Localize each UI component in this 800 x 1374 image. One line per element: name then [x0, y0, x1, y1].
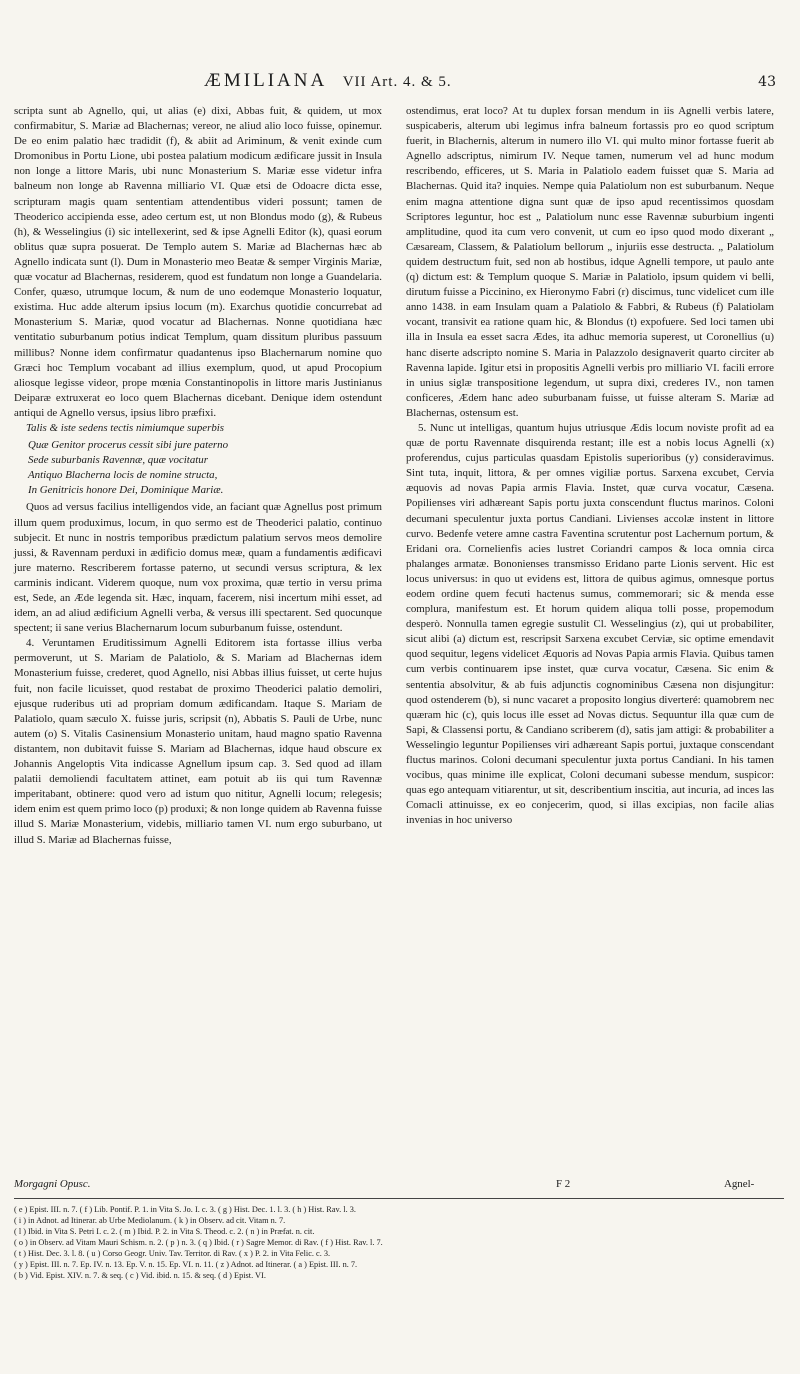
right-column [406, 104, 774, 829]
footnote-line: ( y ) Epist. III. n. 7. Ep. IV. n. 13. Ep. V. n. 15. Ep. VI. n. 11. ( z ) Adnot. ad Itinerar. ( a ) Epist. III. n. 7. [14, 1260, 358, 1269]
footnote-line: ( t ) Hist. Dec. 3. l. 8. ( u ) Corso Geogr. Univ. Tav. Territor. di Rav. ( x ) P. 2. in Vita Felic. c. 3. [14, 1249, 331, 1258]
running-title-main: ÆMILIANA [204, 70, 328, 91]
signature-mark: F 2 [556, 1178, 571, 1190]
footnote-line: ( e ) Epist. III. n. 7. ( f ) Lib. Pontif. P. 1. in Vita S. Jo. I. c. 3. ( g ) Hist. Dec. 1. l. 3. ( h ) Hist. Rav. l. 3. [14, 1205, 356, 1214]
running-header [14, 70, 784, 104]
footnote-line: ( l ) Ibid. in Vita S. Petri I. c. 2. ( m ) Ibid. P. 2. in Vita S. Theod. c. 2. ( n ) in Præfat. n. cit. [14, 1227, 315, 1236]
left-paragraph-2: Quos ad versus facilius intelligendos vide, an faciant quæ Agnellus post primum illum quem produximus, locum, in quo sermo est de Theoderici palatio, continuo subjecit. Et nunc in nostris temporibus prædictum palatium servos meos demolire jussi, & Ravennam perduxi in ædificio domus meæ, quam a fundamentis ædificavi jure materno. Rescriberem fortasse paterno, ut secundi versus scriptura, & lex carminis indicant. Viderem quoque, num vox proxima, quæ tertio in versu prima est, Sede, an Æde legenda sit. Hæc, inquam, facerem, nisi incertum mihi esset, ad idem, an ad aliud ædificium Agnelli verba, & versus illi spectarent. Sed quocunque spectent; ii sane verius Blachernarum locum suburbanum fuisse, ostendunt. [14, 501, 382, 635]
footnote-line: ( i ) in Adnot. ad Itinerar. ab Urbe Mediolanum. ( k ) in Observ. ad cit. Vitam n. 7. [14, 1216, 286, 1225]
footnotes [14, 1204, 784, 1281]
verse-intro: Talis & iste sedens tectis nimiumque superbis [26, 421, 225, 434]
verse-line: Sede suburbanis Ravennæ, quæ vocitatur [28, 454, 208, 467]
book-page [14, 8, 784, 1360]
left-paragraph-3: 4. Veruntamen Eruditissimum Agnelli Editorem ista fortasse illius verba permoverunt, ut S. Mariam de Palatiolo, & S. Mariam ad Blachernas idem Monasterium fuisse, crederet, quod Agnello, nisi Abbas illius fuisset, ut certe hujus fuit, non facile licuisset, quod restabat de proximo Theoderici palatio demoliri, ejusque ruderibus uti ad propriam domum ædificandam. Itaque S. Mariam de Palatiolo, quam sæculo X. fuisse juris, scripsit (n), Abbatis S. Pauli de Urbe, nunc autem (o) S. Vitalis Casinensium Monasterio unitam, haud magno spatio Ravenna distantem, non dubitavit fuisse S. Mariam ad Blachernas, idque haud obscure ex Johannis Angeloptis Vita indicasse Agnellum ipsum cap. 3. Sed quod ad illam palatii demoliendi facultatem attinet, eam potuit ab iis qui tum Ravennæ imperitabant, obtinere: quod vero ad istum quo nititur, Agnelli locum; relegesis; idem enim est quem primo loco (p) produxi; & non longe quidem ab Ravenna fuisse illud S. Mariæ Monasterium, videbis, milliario tamen VI. num ergo suburbano, ut illud S. Mariæ ad Blachernas fuisse, [14, 637, 382, 846]
running-title-section: VII Art. 4. & 5. [342, 74, 452, 90]
right-paragraph-1: ostendimus, erat loco? At tu duplex forsan mendum in iis Agnelli verbis latere, suspicaberis, alterum ubi legimus infra balneum fortassis pro eo quod scriptum fuerit, in Blachernis, alterum in numero illo VI. qui multo minor fortasse fuerit ab Agnello adscriptus, nimirum IV. Neque tamen, numerum vel ad hunc modum rescribendo, efficeres, ut S. Maria in Palatiolo eadem fuisset quæ S. Maria ad Blachernas. Quid ita? inquies. Nempe quia Palatiolum non est suburbanum. Neque enim magna attentione digna sunt quæ de ipso apud recentissimos quosdam Scriptores leguntur, hoc est „ Palatiolum nunc esse Ravennæ suburbium ingenti amplitudine, quod ita cum vero convenit, ut cum eo ipso quod modo dixerant „ Cæsaream, Classem, & Palatiolum bellorum „ injuriis esse destructa. „ Palatiolum quidem destructum fuit, sed non ab hostibus, idque Agnelli tempore, ut paulo ante (q) dictum est: & Templum quoque S. Mariæ in Palatiolo, ipsum quidem vi belli, dirutum fuisse a Piccinino, ex Hieronymo Fabri (r) discimus, tunc videlicet cum ille anno 1438. in eam Insulam quam a Palatiolo & Fabbri, & Rubeus (f) Palatiolam vocant, transivit ea ratione quam hic, & Blondus (t) expofuere. Sed loci tamen ubi illa in Insula ea esset sacra Ædes, ita adhuc memoria superest, ut Coronellius (u) hanc diserte adscripto nomine S. Maria in Palazzolo designaverit quarto circiter ab Ravenna lapide. Igitur etsi in propositis Agnelli verbis pro milliario VI. facili errore in unius siglæ transpositione legendum, ut supra dixi, crederes IV., non tamen conficeres, Ædem hanc adeo suburbanam fuisse, ut fuisse alteram S. Mariæ ad Blachernas, ostensum est. [406, 105, 774, 419]
footnote-line: ( o ) in Observ. ad Vitam Mauri Schism. n. 2. ( p ) n. 3. ( q ) Ibid. ( r ) Sagre Memor. di Rav. ( f ) Hist. Rav. l. 7. [14, 1238, 383, 1247]
footnote-rule [14, 1198, 784, 1199]
footnote-line: ( b ) Vid. Epist. XIV. n. 7. & seq. ( c ) Vid. ibid. n. 15. & seq. ( d ) Epist. VI. [14, 1271, 266, 1280]
running-title [204, 70, 452, 92]
verse-block [28, 438, 382, 498]
catchword-title: Morgagni Opusc. [14, 1178, 91, 1190]
verse-line: Antiquo Blacherna locis de nomine structa, [28, 469, 218, 482]
verse-line: In Genitricis honore Dei, Dominique Mariæ. [28, 484, 224, 497]
left-paragraph-1: scripta sunt ab Agnello, qui, ut alias (e) dixi, Abbas fuit, & quidem, ut mox confirmabitur, S. Mariæ ad Blachernas; vereor, ne aliud alio loco fuisse, opinemur. De eo enim palatio hæc tradidit (f), & abiit ad Ariminum, & venit exinde cum Dromonibus in Portu Lione, ubi postea palatium modicum ædificare jussit in Insula non longe a littore Maris, ubi nunc Monasterium S. Mariæ esse videtur infra balneum non longe ab Ravenna milliario VI. Quæ etsi de Odoacre dicta esse, scripturam magis quam sententiam attendentibus videri possunt; tamen de Theoderico accipienda esse, adeo certum est, ut non Blondus modo (g), & Rubeus (h), & Wesselingius (i) sic intellexerint, sed & ipse Agnelli Editor (k), quasi eorum oblitus quæ supra posuerat. De Templo autem S. Mariæ ad Blachernas hæc ab Agnello indicata sunt (l). Dum in Monasterio meo Beatæ & semper Virginis Mariæ, quæ vocatur ad Blachernas, residerem, quod est fundatum non longe a Guandelaria. Confer, quæso, utrumque locum, & num de uno eodemque Monasterio loquatur, existima. Huc adde alterum ipsius locum (m). Exarchus quotidie concurrebat ad Monasterium S. Mariæ, quod vocatur ad Blachernas. Nonne quotidiana hæc ventitatio suburbanum potius indicat Templum, quam dissitum pluribus passuum millibus? Nonne idem confirmatur quadantenus ipso Blachernarum nomine quo Græci hoc Templum vocabant ad illius exemplum, quod, ut apud Procopium aliosque legisse videor, prope mœnia Constantinopolis in littore maris Justinianus Deiparæ extruxerat eo loco quem Blachernas dicebant. Denique idem ostendunt antiqui de Agnello versus, ipsius libro præfixi. [14, 105, 382, 419]
verse-line: Quæ Genitor procerus cessit sibi jure paterno [28, 439, 229, 452]
left-column [14, 104, 382, 848]
right-paragraph-2: 5. Nunc ut intelligas, quantum hujus utriusque Ædis locum noviste profit ad ea quæ de portu Ravennate disquirenda restant; ille est a nobis locus Agnelli (x) proferendus, cujus particulas quasdam Epistolis superioribus (y) consideravimus. Sint tuta, inquit, littora, & per omnes vigiliæ portus. Sarxena excubet, Cervia æquovis ad novas Papia armis Flavia. Instet, quæ curva vocatur, Cæsena. Popilienses viri adhæreant Sapis portu juxta conscendunt fluctus marinos. Coloni decumani speculentur juxta portus Candiani. Livienses accolæ instent in littore curvo. Bedenfe vetere amne castra Faventina scrutentur post Lachernum portum, & Eridani ora. Cornelienfis acies lustret Coriandri campos & loca omnia circa phalanges armatæ. Bononienses transmisso Eridano parte Lionis servent. Hic est locus universus: in quo ut evidens est, littora de quibus agimus, omnesque portus eodem ordine quem fecuti hactenus sumus, commemorari; sic & menda esse complura, manifestum est. Et horum quidem aliqua tolli posse, propemodum desperò. Nonnulla tamen egregie sustulit Cl. Wesselingius (z), qui ut probabiliter, sicut alibi (a) dictum est, rescripsit Sarxena excubet Cerviæ, sic optime emendavit quod sequitur, legens videlicet Æquoris ad Novas Papia armis Flavia. Quibus tamen cum verbis continuarem ipse instet, quæ curva vocatur, Cæsena. Sic enim & sententia absolvitur, & ab fuis adjunctis cognominibus Cæsena non disjungitur: quod ostenderem (b), si nunc vacaret a proposito longius diverteré: quamobrem nec quæram hic (c), quis locus ille esset ad Novas dictus. Sequuntur illa quæ cum de Sapi, & Classensi portu, & Candiano scriberem (d), satis jam attigi: & probabiliter a Wesselingio leguntur Popilienses viri adhæreant Sapis portui, juxtaque conscendant fluctus marinos. Coloni decumani speculentur juxta portus Candiani. In his tamen vocibus, quas minime ille explicat, Coloni decumani subesse mendum, suspicor: quas ego antequam vitiarentur, ut sit, describentium inscitia, aut incuria, ad inces las Comacli attinuisse, ex eo conjecerim, quod, si illas excipias, non facile alias invenias in hoc universo [406, 421, 774, 827]
catchword: Agnel- [724, 1178, 755, 1190]
page-number: 43 [758, 74, 776, 90]
